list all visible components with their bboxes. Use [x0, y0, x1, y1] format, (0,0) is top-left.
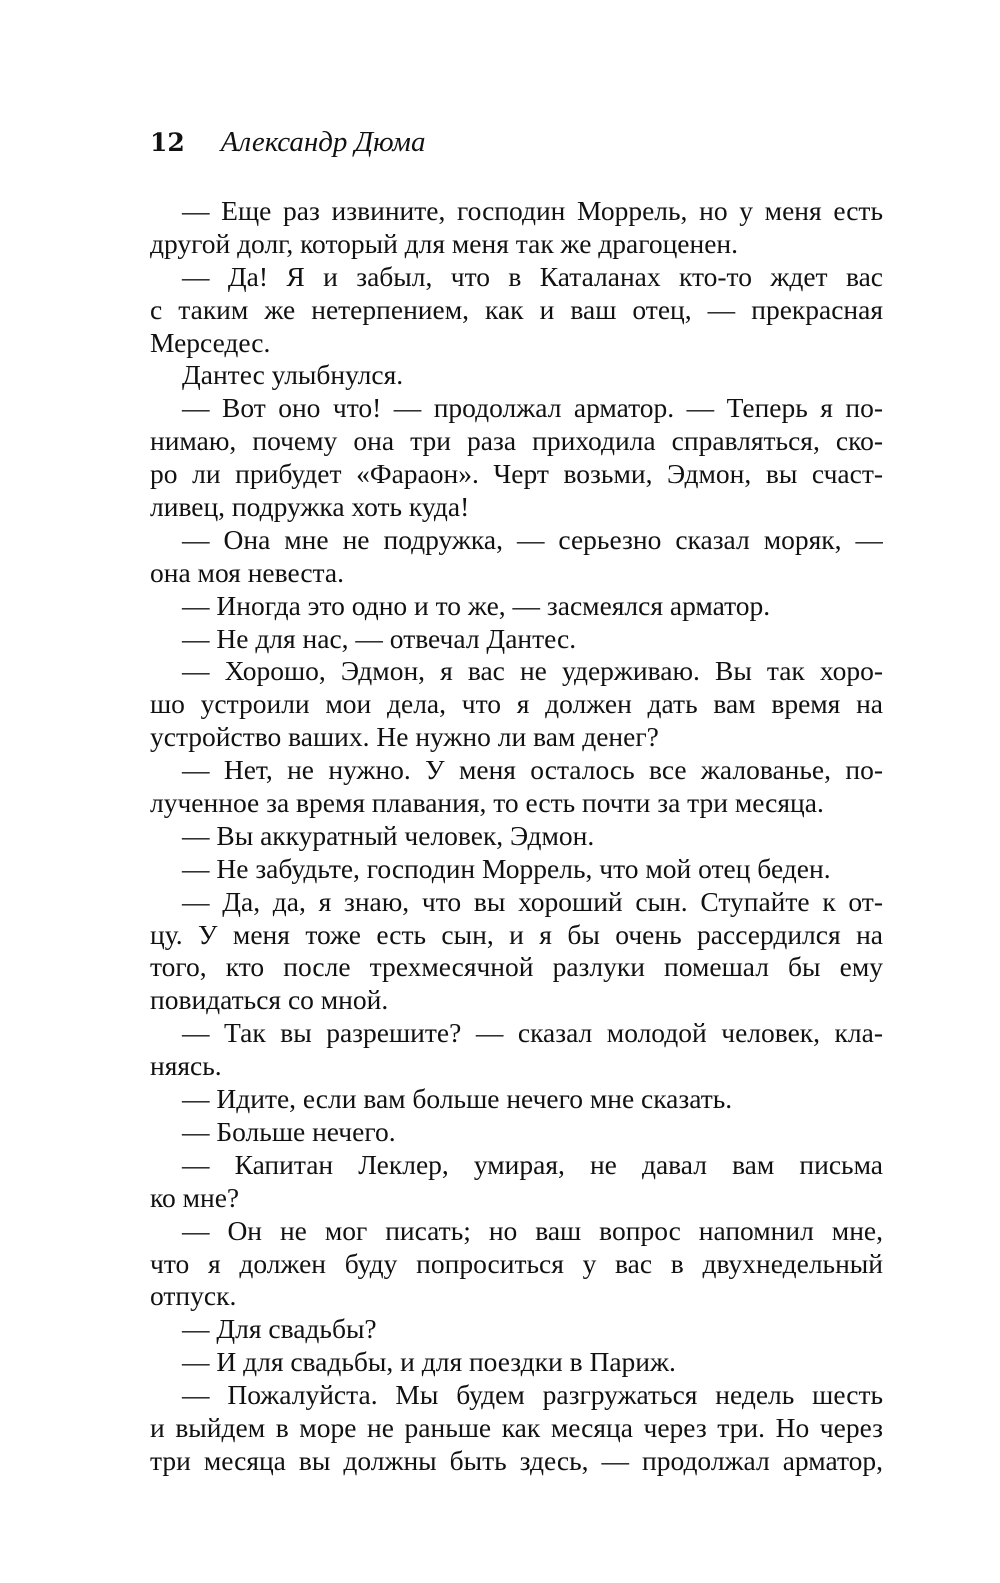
text-line: Мерседес. — [150, 326, 271, 358]
text-line: — Идите, если вам больше нечего мне сказать. — [182, 1083, 733, 1115]
text-line: — Так вы разрешите? — сказал молодой человек, кла- — [182, 1017, 883, 1049]
text-line: — Вы аккуратный человек, Эдмон. — [182, 819, 595, 851]
text-line: — Больше нечего. — [182, 1115, 396, 1147]
text-line: — Еще раз извините, господин Моррель, но у меня есть — [182, 195, 883, 226]
text-line: повидаться со мной. — [150, 984, 389, 1016]
text-line: ливец, подружка хоть куда! — [150, 491, 470, 523]
text-line: — Для свадьбы? — [182, 1313, 377, 1345]
text-line: — Капитан Леклер, умирая, не давал вам письма — [182, 1148, 883, 1180]
text-line: — Не для нас, — отвечал Дантес. — [182, 622, 577, 654]
text-line: — Хорошо, Эдмон, я вас не удерживаю. Вы так хоро- — [182, 655, 883, 687]
text-line: три месяца вы должны быть здесь, — продолжал арматор, — [150, 1444, 883, 1476]
text-line: Дантес улыбнулся. — [182, 359, 404, 391]
running-head-author: Александр Дюма — [220, 126, 426, 158]
text-line: лученное за время плавания, то есть почти за три месяца. — [150, 787, 824, 819]
text-line: и выйдем в море не раньше как месяца через три. Но через — [150, 1411, 883, 1443]
text-line: — Вот оно что! — продолжал арматор. — Теперь я по- — [182, 392, 883, 424]
text-line: того, кто после трехмесячной разлуки помешал бы ему — [150, 951, 883, 983]
text-line: шо устроили мои дела, что я должен дать вам время на — [150, 688, 883, 720]
text-line: — Не забудьте, господин Моррель, что мой отец беден. — [182, 852, 831, 884]
body-text — [150, 195, 883, 1478]
text-line: — И для свадьбы, и для поездки в Париж. — [182, 1346, 676, 1378]
text-line: другой долг, который для меня так же драгоценен. — [150, 227, 739, 259]
text-line: ро ли прибудет «Фараон». Черт возьми, Эдмон, вы счаст- — [150, 458, 883, 490]
text-line: что я должен буду попроситься у вас в двухнедельный — [150, 1247, 883, 1279]
text-line: нимаю, почему она три раза приходила справляться, ско- — [150, 425, 883, 457]
text-line: — Да! Я и забыл, что в Каталанах кто-то ждет вас — [182, 260, 883, 292]
text-line: няясь. — [150, 1050, 222, 1082]
text-line: — Он не мог писать; но ваш вопрос напомнил мне, — [182, 1214, 883, 1246]
text-line: отпуск. — [150, 1280, 237, 1312]
running-head — [150, 126, 425, 166]
text-line: цу. У меня тоже есть сын, и я бы очень рассердился на — [150, 918, 883, 950]
text-line: она моя невеста. — [150, 556, 344, 588]
text-line: ко мне? — [150, 1181, 240, 1213]
text-line: с таким же нетерпением, как и ваш отец, — прекрасная — [150, 293, 883, 325]
text-line: — Нет, не нужно. У меня осталось все жалованье, по- — [182, 754, 883, 786]
text-line: — Пожалуйста. Мы будем разгружаться недель шесть — [182, 1379, 883, 1411]
text-line: — Да, да, я знаю, что вы хороший сын. Ступайте к от- — [182, 885, 883, 917]
text-line: устройство ваших. Не нужно ли вам денег? — [150, 721, 659, 753]
page-number: 12 — [150, 128, 185, 157]
text-line: — Она мне не подружка, — серьезно сказал моряк, — — [182, 523, 883, 555]
text-line: — Иногда это одно и то же, — засмеялся арматор. — [182, 589, 771, 621]
